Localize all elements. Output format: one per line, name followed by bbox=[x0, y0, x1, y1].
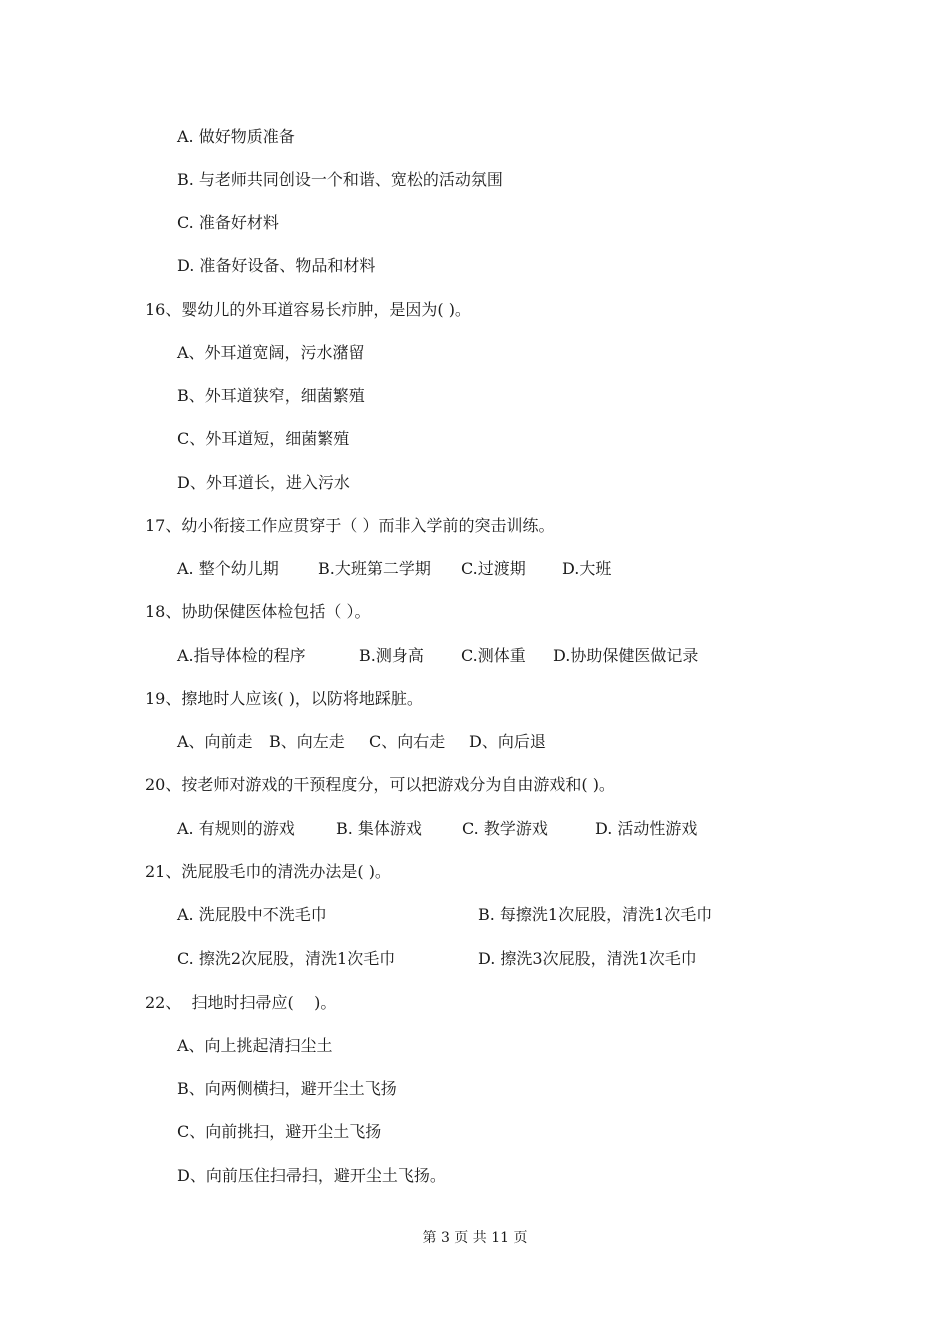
q20-option-b: B. 集体游戏 bbox=[336, 819, 422, 838]
q22-option-b: B、向两侧横扫，避开尘土飞扬 bbox=[177, 1079, 397, 1098]
q21-option-a: A. 洗屁股中不洗毛巾 bbox=[177, 905, 327, 924]
question-19-stem: 19、擦地时人应该( )，以防将地踩脏。 bbox=[145, 689, 423, 708]
q20-option-a: A. 有规则的游戏 bbox=[177, 819, 295, 838]
q19-option-b: B、向左走 bbox=[269, 732, 345, 751]
option-b: B. 与老师共同创设一个和谐、宽松的活动氛围 bbox=[177, 170, 503, 189]
q19-option-c: C、向右走 bbox=[369, 732, 446, 751]
q18-option-c: C.测体重 bbox=[461, 646, 526, 665]
q16-option-c: C、外耳道短，细菌繁殖 bbox=[177, 429, 350, 448]
q17-option-a: A. 整个幼儿期 bbox=[177, 559, 279, 578]
q16-option-b: B、外耳道狭窄，细菌繁殖 bbox=[177, 386, 365, 405]
q21-option-d: D. 擦洗3次屁股，清洗1次毛巾 bbox=[478, 949, 697, 968]
q16-option-d: D、外耳道长，进入污水 bbox=[177, 473, 350, 492]
q18-option-d: D.协助保健医做记录 bbox=[553, 646, 699, 665]
option-c: C. 准备好材料 bbox=[177, 213, 279, 232]
q21-option-c: C. 擦洗2次屁股，清洗1次毛巾 bbox=[177, 949, 396, 968]
q18-option-a: A.指导体检的程序 bbox=[177, 646, 306, 665]
q17-option-b: B.大班第二学期 bbox=[318, 559, 431, 578]
question-18-stem: 18、协助保健医体检包括（ ）。 bbox=[145, 602, 371, 621]
q20-option-c: C. 教学游戏 bbox=[462, 819, 548, 838]
q19-option-d: D、向后退 bbox=[469, 732, 546, 751]
q21-option-b: B. 每擦洗1次屁股，清洗1次毛巾 bbox=[478, 905, 713, 924]
q18-option-b: B.测身高 bbox=[359, 646, 424, 665]
option-d: D. 准备好设备、物品和材料 bbox=[177, 256, 376, 275]
question-20-stem: 20、按老师对游戏的干预程度分，可以把游戏分为自由游戏和( )。 bbox=[145, 775, 615, 794]
question-22-stem: 22、 扫地时扫帚应( )。 bbox=[145, 993, 337, 1012]
option-a: A. 做好物质准备 bbox=[177, 127, 295, 146]
q20-option-d: D. 活动性游戏 bbox=[595, 819, 698, 838]
question-17-stem: 17、幼小衔接工作应贯穿于（ ）而非入学前的突击训练。 bbox=[145, 516, 555, 535]
question-16-stem: 16、婴幼儿的外耳道容易长疖肿，是因为( )。 bbox=[145, 300, 471, 319]
q16-option-a: A、外耳道宽阔，污水潴留 bbox=[177, 343, 365, 362]
question-21-stem: 21、洗屁股毛巾的清洗办法是( )。 bbox=[145, 862, 391, 881]
q17-option-c: C.过渡期 bbox=[461, 559, 526, 578]
page-number-footer: 第 3 页 共 11 页 bbox=[422, 1230, 528, 1246]
q19-option-a: A、向前走 bbox=[177, 732, 253, 751]
q22-option-d: D、向前压住扫帚扫，避开尘土飞扬。 bbox=[177, 1166, 446, 1185]
q17-option-d: D.大班 bbox=[562, 559, 612, 578]
q22-option-c: C、向前挑扫，避开尘土飞扬 bbox=[177, 1122, 382, 1141]
q22-option-a: A、向上挑起清扫尘土 bbox=[177, 1036, 333, 1055]
